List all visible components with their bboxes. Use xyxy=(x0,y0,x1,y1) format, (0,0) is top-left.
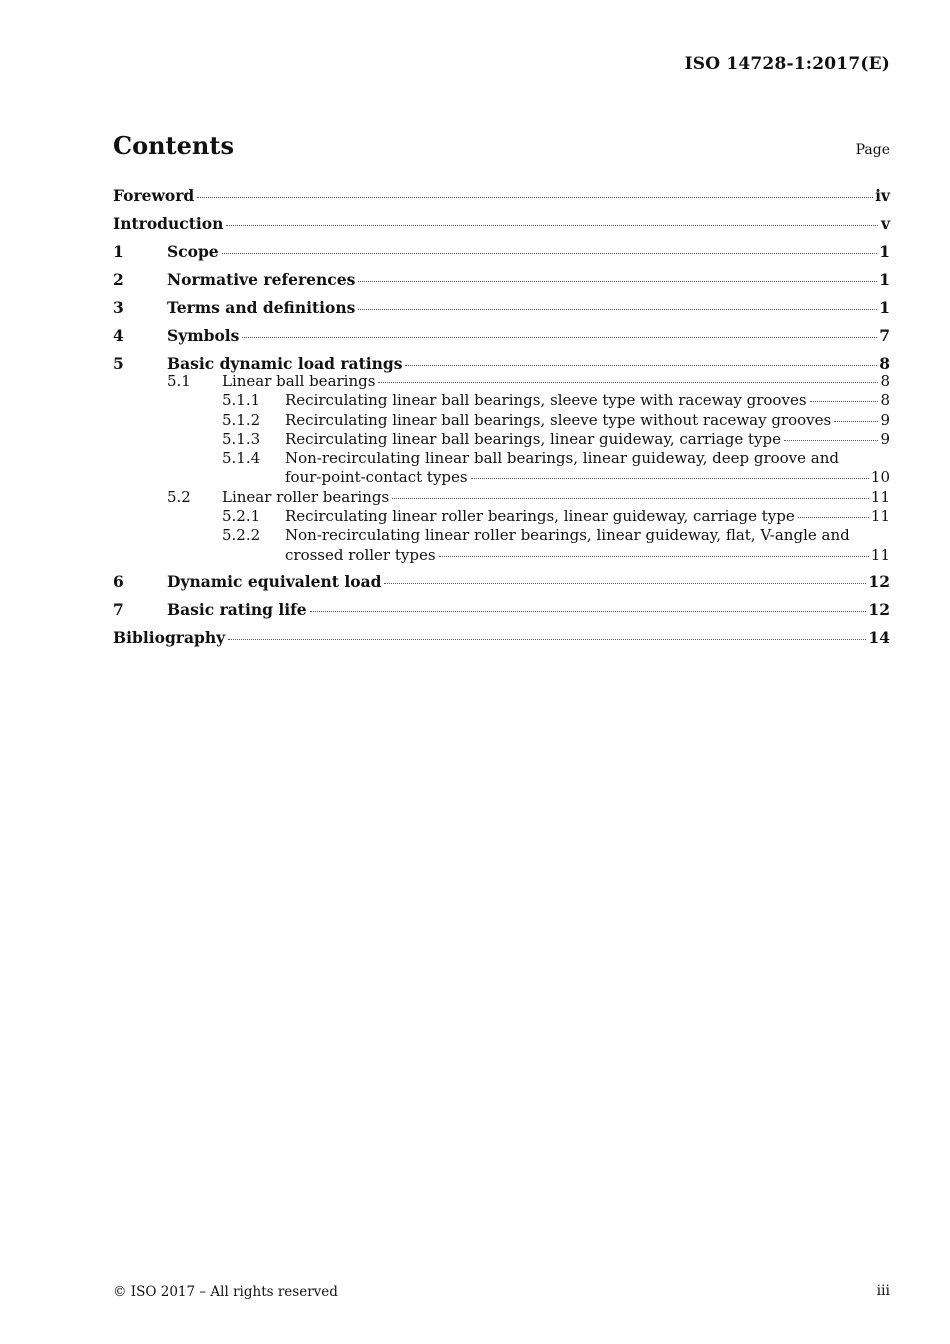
dot-leader xyxy=(784,440,878,441)
toc-entry-title: Bibliography xyxy=(113,627,226,647)
toc-entry-foreword[interactable] xyxy=(113,184,890,212)
toc-entry-normative-references[interactable] xyxy=(113,268,890,296)
toc-entry-5-1-3[interactable] xyxy=(113,430,890,449)
toc-entry-number: 4 xyxy=(113,326,124,345)
toc-entry-title: Recirculating linear ball bearings, sleeve type without raceway grooves xyxy=(285,410,832,429)
toc-entry-page: 7 xyxy=(879,326,890,345)
toc-entry-title: Basic rating life xyxy=(167,599,307,619)
toc-entry-5-1-4[interactable] xyxy=(113,449,890,468)
toc-entry-title: Recirculating linear ball bearings, sleeve type with raceway grooves xyxy=(285,391,807,410)
toc-entry-title-continued: four-point-contact types xyxy=(285,468,468,487)
toc-entry-title: Recirculating linear roller bearings, linear guideway, carriage type xyxy=(285,507,795,526)
toc-entry-page: 14 xyxy=(868,627,890,647)
toc-entry-number: 5.2.1 xyxy=(222,507,261,526)
toc-entry-title: Dynamic equivalent load xyxy=(167,571,382,591)
toc-entry-number: 5.1.4 xyxy=(222,449,261,468)
dot-leader xyxy=(358,309,877,310)
dot-leader xyxy=(834,421,878,422)
dot-leader xyxy=(384,583,866,584)
document-id: ISO 14728-1:2017(E) xyxy=(684,54,890,74)
toc-entry-page: 10 xyxy=(870,468,890,487)
toc-entry-5-2-1[interactable] xyxy=(113,507,890,526)
toc-entry-bibliography[interactable] xyxy=(113,626,890,654)
toc-entry-title: Scope xyxy=(167,242,219,261)
toc-entry-5-2-2[interactable] xyxy=(113,526,890,545)
page-number: iii xyxy=(876,1283,890,1299)
toc-entry-number: 1 xyxy=(113,242,124,261)
toc-entry-number: 6 xyxy=(113,571,124,591)
toc-entry-number: 2 xyxy=(113,270,124,289)
toc-entry-title: Non-recirculating linear ball bearings, linear guideway, deep groove and xyxy=(285,449,840,468)
page-column-label: Page xyxy=(855,142,890,158)
toc-entry-page: 8 xyxy=(880,391,890,410)
toc-entry-page: v xyxy=(880,214,890,233)
toc-entry-5-1-4-continued[interactable] xyxy=(285,468,890,487)
toc-entry-title: Linear roller bearings xyxy=(222,487,390,506)
toc-entry-number: 7 xyxy=(113,599,124,619)
toc-entry-page: 1 xyxy=(879,242,890,261)
toc-entry-title: Symbols xyxy=(167,326,240,345)
toc-entry-page: 8 xyxy=(880,372,890,390)
toc-entry-title: Linear ball bearings xyxy=(222,372,376,390)
toc-entry-linear-roller-bearings[interactable] xyxy=(113,488,890,507)
dot-leader xyxy=(798,517,869,518)
toc-entry-page: 11 xyxy=(870,507,890,526)
toc-entry-5-1-2[interactable] xyxy=(113,411,890,430)
contents-heading: Contents xyxy=(113,131,234,160)
toc-entry-number: 5.2.2 xyxy=(222,526,261,545)
toc-entry-page: 1 xyxy=(879,298,890,317)
toc-entry-number: 5.1.3 xyxy=(222,429,261,448)
toc-entry-title: Normative references xyxy=(167,270,356,289)
toc-entry-page: 11 xyxy=(870,545,890,564)
dot-leader xyxy=(405,365,877,366)
dot-leader xyxy=(810,401,879,402)
toc-entry-number: 5.1.1 xyxy=(222,391,261,410)
toc-entry-title: Non-recirculating linear roller bearings, linear guideway, flat, V-angle and xyxy=(285,526,850,545)
toc-entry-page: 9 xyxy=(880,429,890,448)
toc-entry-page: 9 xyxy=(880,410,890,429)
toc-entry-title: Terms and definitions xyxy=(167,298,356,317)
dot-leader xyxy=(242,337,877,338)
toc-entry-dynamic-equivalent-load[interactable] xyxy=(113,570,890,598)
toc-entry-page: 1 xyxy=(879,270,890,289)
toc-entry-page: iv xyxy=(875,186,890,205)
toc-entry-basic-dynamic-load-ratings[interactable] xyxy=(113,352,890,372)
toc-entry-page: 12 xyxy=(868,571,890,591)
toc-entry-5-1-1[interactable] xyxy=(113,391,890,410)
toc-entry-introduction[interactable] xyxy=(113,212,890,240)
toc-entry-page: 8 xyxy=(879,354,890,373)
table-of-contents xyxy=(113,184,890,654)
toc-entry-number: 5.1.2 xyxy=(222,410,261,429)
copyright-notice: © ISO 2017 – All rights reserved xyxy=(113,1284,338,1300)
toc-entry-title: Basic dynamic load ratings xyxy=(167,354,403,373)
dot-leader xyxy=(228,639,866,640)
toc-entry-number: 3 xyxy=(113,298,124,317)
toc-entry-title: Introduction xyxy=(113,214,224,233)
toc-entry-number: 5.1 xyxy=(167,372,191,390)
toc-entry-basic-rating-life[interactable] xyxy=(113,598,890,626)
dot-leader xyxy=(378,382,878,383)
dot-leader xyxy=(310,611,867,612)
toc-entry-title-continued: crossed roller types xyxy=(285,545,436,564)
dot-leader xyxy=(471,478,869,479)
toc-entry-title: Foreword xyxy=(113,186,195,205)
dot-leader xyxy=(439,556,869,557)
dot-leader xyxy=(226,225,878,226)
toc-entry-5-2-2-continued[interactable] xyxy=(285,546,890,570)
toc-entry-page: 11 xyxy=(870,487,890,506)
toc-entry-symbols[interactable] xyxy=(113,324,890,352)
dot-leader xyxy=(222,253,878,254)
dot-leader xyxy=(358,281,877,282)
toc-entry-scope[interactable] xyxy=(113,240,890,268)
toc-entry-terms-and-definitions[interactable] xyxy=(113,296,890,324)
toc-entry-page: 12 xyxy=(868,599,890,619)
dot-leader xyxy=(392,498,869,499)
toc-entry-title: Recirculating linear ball bearings, linear guideway, carriage type xyxy=(285,429,782,448)
dot-leader xyxy=(197,197,873,198)
toc-entry-linear-ball-bearings[interactable] xyxy=(113,372,890,391)
toc-entry-number: 5.2 xyxy=(167,487,191,506)
toc-entry-number: 5 xyxy=(113,354,124,373)
